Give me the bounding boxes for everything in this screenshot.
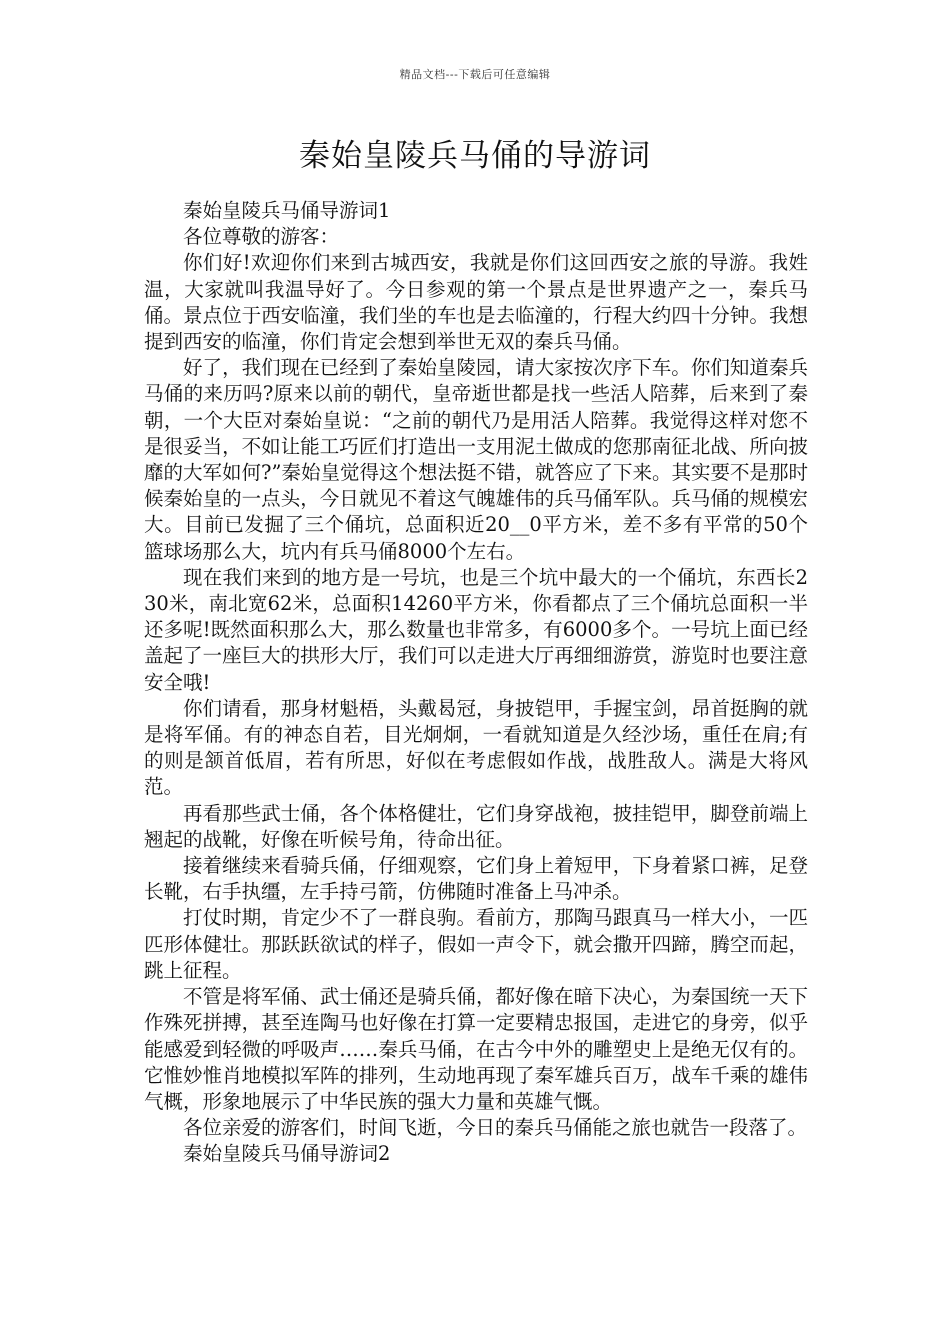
paragraph-greeting: 各位尊敬的游客： xyxy=(183,225,340,249)
paragraph-subtitle-2: 秦始皇陵兵马俑导游词2 xyxy=(183,1142,391,1166)
document-title: 秦始皇陵兵马俑的导游词 xyxy=(299,138,651,174)
document-body xyxy=(144,198,808,1168)
paragraph: 你们好!欢迎你们来到古城西安，我就是你们这回西安之旅的导游。我姓温，大家就叫我温导好了。今日参观的第一个景点是世界遗产之一，秦兵马俑。景点位于西安临潼，我们坐的车也是去临潼的，行程大约四十分钟。我想提到西安的临潼，你们肯定会想到举世无双的秦兵马俑。 xyxy=(144,251,808,354)
paragraph: 各位亲爱的游客们，时间飞逝，今日的秦兵马俑能之旅也就告一段落了。 xyxy=(183,1116,808,1140)
paragraph: 打仗时期，肯定少不了一群良驹。看前方，那陶马跟真马一样大小，一匹匹形体健壮。那跃跃欲试的样子，假如一声令下，就会撒开四蹄，腾空而起，跳上征程。 xyxy=(144,906,808,982)
paragraph: 好了，我们现在已经到了秦始皇陵园，请大家按次序下车。你们知道秦兵马俑的来历吗?原来以前的朝代，皇帝逝世都是找一些活人陪葬，后来到了秦朝，一个大臣对秦始皇说：“之前的朝代乃是用活人陪葬。我觉得这样对您不是很妥当，不如让能工巧匠们打造出一支用泥土做成的您那南征北战、所向披靡的大军如何?”秦始皇觉得这个想法挺不错，就答应了下来。其实要不是那时候秦始皇的一点头，今日就见不着这气魄雄伟的兵马俑军队。兵马俑的规模宏大。目前已发掘了三个俑坑，总面积近20__0平方米，差不多有平常的50个篮球场那么大，坑内有兵马俑8000个左右。 xyxy=(144,356,808,563)
paragraph-subtitle-1: 秦始皇陵兵马俑导游词1 xyxy=(183,199,391,222)
header-note: 精品文档---下载后可任意编辑 xyxy=(399,68,551,81)
paragraph: 你们请看，那身材魁梧，头戴曷冠，身披铠甲，手握宝剑，昂首挺胸的就是将军俑。有的神态自若，目光炯炯，一看就知道是久经沙场，重任在肩;有的则是颔首低眉，若有所思，好似在考虑假如作战，战胜敌人。满是大将风范。 xyxy=(144,696,808,799)
paragraph: 现在我们来到的地方是一号坑，也是三个坑中最大的一个俑坑，东西长230米，南北宽62米，总面积14260平方米，你看都点了三个俑坑总面积一半还多呢!既然面积那么大，那么数量也非常多，有6000多个。一号坑上面已经盖起了一座巨大的拱形大厅，我们可以走进大厅再细细游赏，游览时也要注意安全哦! xyxy=(144,565,808,694)
paragraph: 再看那些武士俑，各个体格健壮，它们身穿战袍，披挂铠甲，脚登前端上翘起的战靴，好像在听候号角，待命出征。 xyxy=(144,801,808,851)
paragraph: 接着继续来看骑兵俑，仔细观察，它们身上着短甲，下身着紧口裤，足登长靴，右手执缰，左手持弓箭，仿佛随时准备上马冲杀。 xyxy=(144,854,808,904)
paragraph: 不管是将军俑、武士俑还是骑兵俑，都好像在暗下决心，为秦国统一天下作殊死拼搏，甚至连陶马也好像在打算一定要精忠报国，走进它的身旁，似乎能感爱到轻微的呼吸声……秦兵马俑，在古今中外的雕塑史上是绝无仅有的。它惟妙惟肖地模拟军阵的排列，生动地再现了秦军雄兵百万，战车千乘的雄伟气概，形象地展示了中华民族的强大力量和英雄气慨。 xyxy=(144,985,808,1113)
